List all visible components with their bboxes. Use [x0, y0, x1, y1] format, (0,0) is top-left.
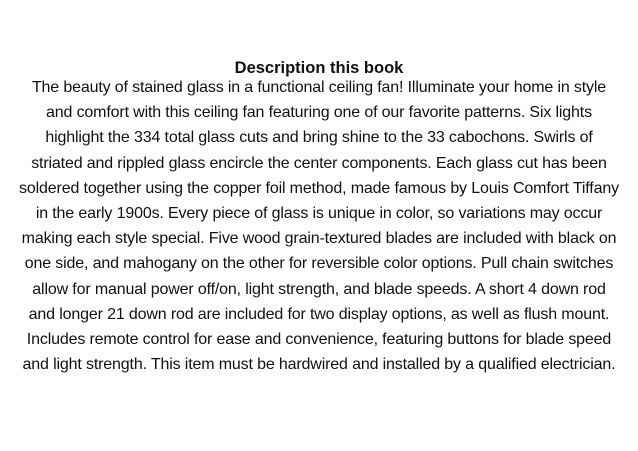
text-line: Includes remote control for ease and convenience, featuring buttons for blade speed: [26, 331, 612, 349]
text-line: in the early 1900s. Every piece of glass is unique in color, so variations may occur: [35, 205, 603, 223]
description-text: [0, 75, 638, 377]
text-line: allow for manual power off/on, light strength, and blade speeds. A short 4 down rod: [32, 280, 606, 298]
text-line: The beauty of stained glass in a functional ceiling fan! Illuminate your home in style: [31, 79, 607, 96]
text-line: making each style special. Five wood grain-textured blades are included with black on: [21, 230, 617, 248]
text-line: and light strength. This item must be hardwired and installed by a qualified electrician.: [22, 356, 616, 374]
text-line: one side, and mahogany on the other for reversible color options. Pull chain switches: [24, 255, 614, 273]
page-title: Description this book: [234, 59, 404, 77]
text-line: striated and rippled glass encircle the center components. Each glass cut has been: [31, 154, 607, 172]
text-line: soldered together using the copper foil method, made famous by Louis Comfort Tiffany: [19, 179, 619, 197]
text-line: and longer 21 down rod are included for two display options, as well as flush mount.: [28, 305, 610, 323]
text-line: and comfort with this ceiling fan featuring one of our favorite patterns. Six lights: [46, 104, 592, 122]
text-line: highlight the 334 total glass cuts and bring shine to the 33 cabochons. Swirls of: [45, 129, 593, 147]
